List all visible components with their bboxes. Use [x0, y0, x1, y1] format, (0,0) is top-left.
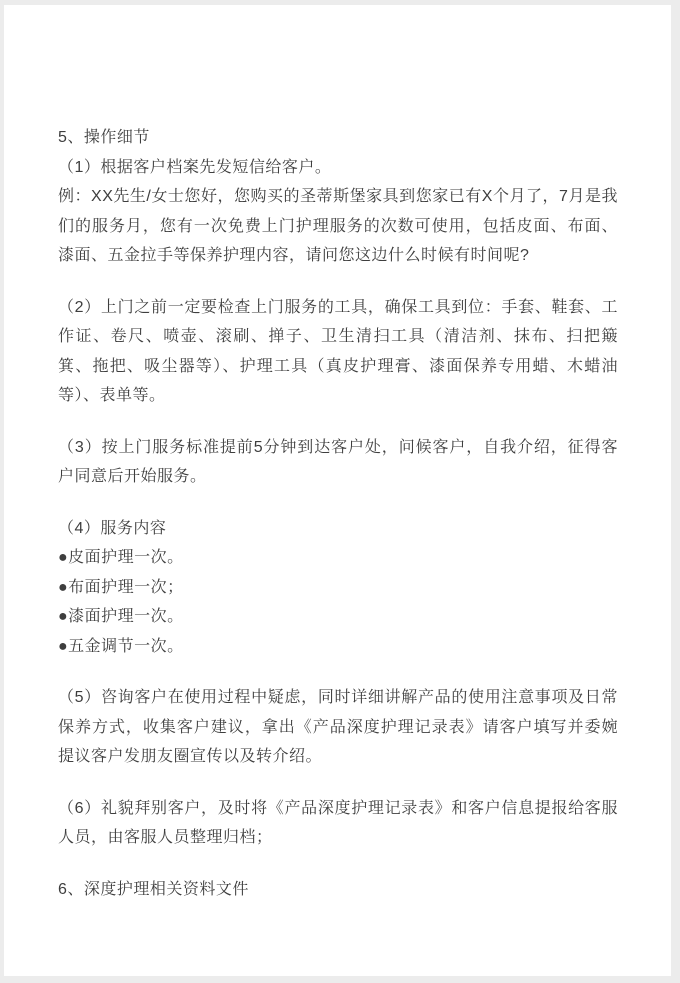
- service-content-list: [58, 543, 618, 661]
- section-6-block: [58, 875, 618, 905]
- list-item-paint-care: ●漆面护理一次。: [58, 608, 184, 625]
- document-content: [4, 5, 671, 904]
- item-1-example-text: 例：XX先生/女士您好，您购买的圣蒂斯堡家具到您家已有X个月了，7月是我们的服务月，您有一次免费上门护理服务的次数可使用，包括皮面、布面、漆面、五金拉手等保养护理内容，请问您这边什么时候有时间呢?: [58, 188, 618, 264]
- list-item-leather-care: ●皮面护理一次。: [58, 549, 184, 566]
- item-6-block: [58, 794, 618, 853]
- item-2-block: [58, 293, 618, 411]
- item-4-block: [58, 514, 618, 662]
- item-1-text: （1）根据客户档案先发短信给客户。: [58, 158, 332, 176]
- section-5-operation-details: [58, 123, 618, 271]
- list-item-fabric-care: ●布面护理一次；: [58, 578, 184, 596]
- item-3-block: [58, 433, 618, 492]
- section-6-heading: 6、深度护理相关资料文件: [58, 880, 249, 898]
- item-6-text: （6）礼貌拜别客户，及时将《产品深度护理记录表》和客户信息提报给客服人员，由客服人员整理归档；: [58, 799, 618, 846]
- item-4-heading: （4）服务内容: [58, 519, 167, 537]
- item-5-text: （5）咨询客户在使用过程中疑虑，同时详细讲解产品的使用注意事项及日常保养方式，收集客户建议，拿出《产品深度护理记录表》请客户填写并委婉提议客户发朋友圈宣传以及转介绍。: [58, 689, 618, 765]
- list-item-hardware-adjust: ●五金调节一次。: [58, 637, 184, 655]
- item-5-block: [58, 683, 618, 772]
- item-3-text: （3）按上门服务标准提前5分钟到达客户处，问候客户，自我介绍，征得客户同意后开始服务。: [58, 438, 618, 485]
- document-page: [4, 5, 671, 976]
- section-5-heading: 5、操作细节: [58, 129, 150, 146]
- item-2-text: （2）上门之前一定要检查上门服务的工具，确保工具到位：手套、鞋套、工作证、卷尺、喷壶、滚刷、掸子、卫生清扫工具（清洁剂、抹布、扫把簸箕、拖把、吸尘器等）、护理工具（真皮护理膏、漆面保养专用蜡、木蜡油等）、表单等。: [58, 298, 618, 404]
